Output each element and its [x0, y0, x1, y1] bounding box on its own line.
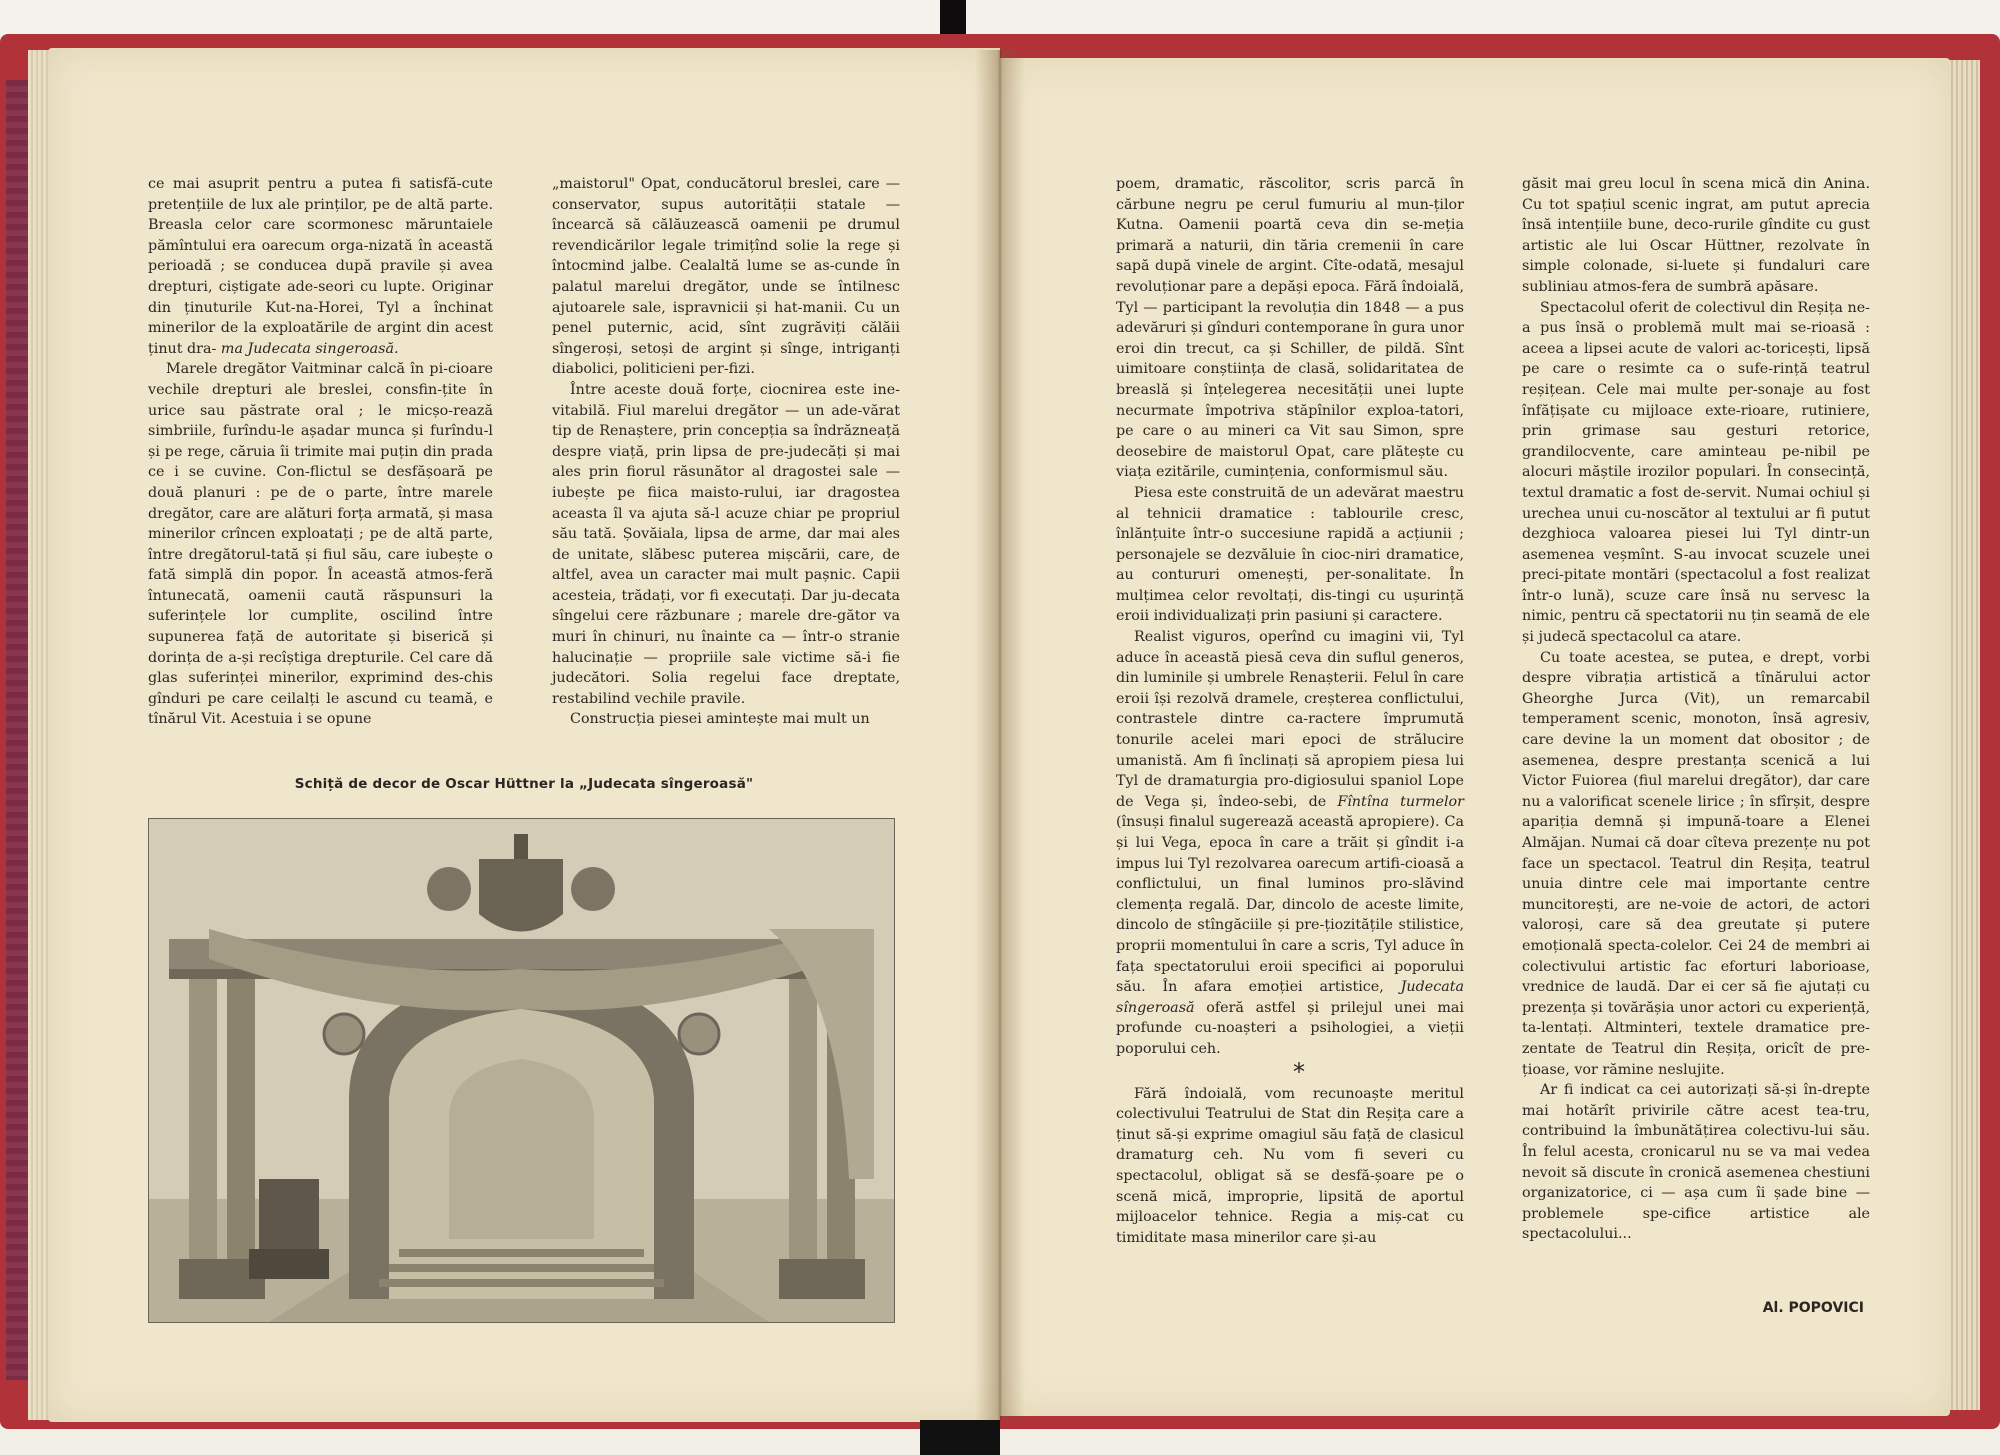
stage-decor-sketch: [148, 818, 895, 1323]
paragraph: Între aceste două forțe, ciocnirea este ine-vitabilă. Fiul marelui dregător — un ade-vărat tip de Renaștere, prin concepția sa îndrăzneață despre viață, prin lipsa de pre-judecăți și mai ales prin fiorul răsunător al dragostei sale — iubește pe fiica maisto-rului, iar dragostea aceasta îl va ajuta să-l acuze chiar pe propriul său tată. Șovăiala, lipsa de arme, dar mai ales de unitate, slăbesc puterea mișcării, care, de altfel, avea un caracter mai mult pașnic. Capii acesteia, trădați, vor fi executați. Dar ju-decata sîngelui cere răzbunare ; marele dre-gător va muri în chinuri, nu înainte ca — într-o stranie halucinație — propriile sale victime să-i fie judecători. Solia regelui face dreptate, restabilind vechile pravile.: [552, 381, 900, 707]
binder-bottom: [920, 1420, 1000, 1455]
left-page-column-1: [148, 174, 493, 730]
section-separator: *: [1293, 1057, 1305, 1086]
figure-caption: Schiță de decor de Oscar Hüttner la „Judecata sîngeroasă": [294, 776, 754, 792]
paragraph: Spectacolul oferit de colectivul din Reșița ne-a pus însă o problemă mult mai se-rioasă : aceea a lipsei acute de valori ac-toricești, lipsă pe care o resimte ca o sufe-rință teatrul reșițean. Cele mai multe per-sonaje au fost înfățișate cu mijloace exte-rioare, rutiniere, prin grimase sau gesturi retorice, grandilocvente, care aminteau pe-nibil pe alocuri măștile irozilor populari. În consecință, textul dramatic a fost de-servit. Numai ochiul și urechea unui cu-noscător al textului ar fi putut dezghioca valoarea piesei lui Tyl dintr-un asemenea veșmînt. S-au invocat scuzele unei preci-pitate montări (spectacolul a fost realizat într-o lună), scuze care însă nu servesc la nimic, pentru că spectatorii nu țin seamă de ele și judecă spectacolul ca atare.: [1522, 299, 1870, 646]
right-page-column-1: [1116, 174, 1464, 1248]
paragraph: „maistorul" Opat, conducătorul breslei, care — conservator, supus autorității statale — încearcă să călăuzească oamenii pe drumul revendicărilor legale trimițînd solie la rege și întocmind jalbe. Cealaltă lume se as-cunde în palatul marelui dregător, unde se întilnesc ajutoarele sale, ispravnicii și hat-manii. Cu un penel puternic, acid, sînt zugrăviți călăii sîngeroși, setoși de argint și sînge, intriganți diabolici, politicieni per-fizi.: [552, 176, 900, 378]
left-page-column-2: [552, 174, 900, 730]
stage-sketch-drawing: [149, 819, 894, 1322]
author-signature: Al. POPOVICI: [1762, 1300, 1864, 1316]
paragraph: Realist viguros, operînd cu imagini vii, Tyl aduce în această piesă ceva din suflul generos, din luminile și umbrele Renașterii. Felul în care eroii își rezolvă dramele, creșterea conflictului, contrastele dintre ca-ractere împrumută tonurile acelei mari epoci de strălucire umanistă. Am fi înclinați să apropiem piesa lui Tyl de dramaturgia pro-digiosului spaniol Lope de Vega și, îndeo-sebi, de Fîntîna turmelor (însuși finalul sugerează această apropiere). Ca și lui Vega, epoca în care a trăit și gîndit i-a impus lui Tyl rezolvarea oarecum artifi-cioasă a conflictului, un final luminos pro-slăvind clemența regală. Dar, dincolo de aceste limite, dincolo de stîngăciile și pre-țiozitățile stilistice, proprii momentului în care a scris, Tyl aduce în fața spectatorului eroii specifici ai poporului său. În afara emoției artistice, Judecata sîngeroasă oferă astfel și prilejul unei mai profunde cu-noașteri a psihologiei, a vieții poporului ceh.: [1116, 629, 1465, 1057]
paragraph: ce mai asuprit pentru a putea fi satisfă-cute pretențiile de lux ale prinților, pe de altă parte. Breasla celor care scormonesc măruntaiele pămîntului era oarecum orga-nizată în această perioadă ; se conducea după pravile și avea drepturi, ciștigate ade-seori cu lupte. Originar din ținuturile Kut-na-Horei, Tyl a închinat minerilor de la exploatările de argint din acest ținut dra- ma Judecata singeroasă.: [148, 176, 493, 357]
play-title: Judecata sîngeroasă: [1116, 979, 1465, 1016]
paragraph: Fără îndoială, vom recunoaște meritul colectivului Teatrului de Stat din Reșița care a ținut să-și exprime omagiul său față de clasicul dramaturg ceh. Nu vom fi severi cu spectacolul, obligat să se desfă-șoare pe o scenă mică, improprie, lipsită de aportul mijloacelor tehnice. Regia a miș-cat cu timiditate masa minerilor care și-au: [1116, 1085, 1464, 1246]
paragraph: Marele dregător Vaitminar calcă în pi-cioare vechile drepturi ale breslei, consfin-țite în urice sau păstrate oral ; le micșo-rează simbriile, furîndu-le așadar munca și furîndu-l și pe rege, căruia îi trimite mai puțin din prada ce i se cuvine. Con-flictul se desfășoară pe două planuri : pe de o parte, între marele dregător, care are alături forța armată, și masa minerilor crîncen exploatați ; pe de altă parte, între dregătorul-tată și fiul său, care iubește o fată simplă din popor. În această atmos-feră întunecată, oamenii caută răspunsuri la suferințele lor cumplite, oscilind între supunerea față de autoritate și biserică și dorința de a-și recîștiga drepturile. Cel care dă glas suferinței minerilor, exprimind des-chis gînduri pe care ceilalți le ascund cu teamă, e tînărul Vit. Acestuia i se opune: [148, 361, 493, 728]
play-title: ma Judecata singeroasă.: [220, 340, 399, 357]
paragraph: poem, dramatic, răscolitor, scris parcă în cărbune negru pe cerul fumuriu al mun-ților Kutna. Oamenii poartă ceva din se-meția primară a naturii, din tăria cremenii în care sapă după vinele de argint. Cîte-odată, mesajul revoluționar pare a depăși epoca. Fără îndoială, Tyl — participant la revoluția din 1848 — a pus adevăruri și gînduri contemporane în gura unor eroi din trecut, ca și Schiller, de pildă. Sînt uimitoare conștiința de clasă, solidaritatea de breaslă și înțelegerea necesității unei lupte necurmate împotriva stăpînilor exploa-tatori, pe care o au mineri ca Vit sau Simon, spre deosebire de maistorul Opat, care plătește cu viața ezitările, cumințenia, conformismul său.: [1116, 176, 1464, 481]
right-page-column-2: [1522, 174, 1870, 1245]
paragraph: Piesa este construită de un adevărat maestru al tehnicii dramatice : tablourile cresc, înlănțuite într-o succesiune rapidă a acțiunii ; personajele se dezvăluie în cioc-niri dramatice, au contururi omenești, per-sonalitate. În mulțimea celor revoltați, dis-tingi cu ușurință eroii individualizați prin pasiuni și caractere.: [1116, 484, 1464, 625]
paragraph: găsit mai greu locul în scena mică din Anina. Cu tot spațiul scenic ingrat, am putut aprecia însă intențiile bune, deco-rurile gîndite cu gust artistic ale lui Oscar Hüttner, rezolvate în simple colonade, si-luete și fundaluri care subliniau atmos-fera de sumbră apăsare.: [1522, 176, 1870, 295]
paragraph: Construcția piesei amintește mai mult un: [570, 711, 870, 728]
book-gutter: [975, 50, 1025, 1420]
paragraph: Ar fi indicat ca cei autorizați să-și în-drepte mai hotărît privirile către acest tea-tru, contribuind la îmbunătățirea colectivu-lui său. În felul acesta, cronicarul nu se va mai vedea nevoit să discute în cronică asemenea chestiuni organizatorice, ci — așa cum îi șade bine — problemele spe-cifice artistice ale spectacolului...: [1522, 1082, 1870, 1243]
paragraph: Cu toate acestea, se putea, e drept, vorbi despre vibrația artistică a tînărului actor Gheorghe Jurca (Vit), un remarcabil temperament scenic, monoton, însă agresiv, care devine la un moment dat obositor ; de asemenea, despre prestanța scenică a lui Victor Fuiorea (fiul marelui dregător), dar care nu a valorificat scenele lirice ; în sfîrșit, despre apariția demnă și impună-toare a Elenei Almăjan. Numai că doar cîteva prezențe nu pot face un spectacol. Teatrul din Reșița, teatrul unuia dintre cele mai importante centre muncitorești, are ne-voie de actori, de actori valoroși, care să dea greutate și putere emoțională specta-colelor. Cei 24 de membri ai colectivului artistic fac eforturi laborioase, vrednice de laudă. Dar ei cer să fie ajutați cu prezența și tovărășia unor actori cu experiență, ta-lentați. Altminteri, textele dramatice pre-zentate de Teatrul din Reșița, oricît de pre-țioase, vor rămine neslujite.: [1522, 649, 1870, 1078]
page-edges-right: [1948, 60, 1980, 1410]
play-title: Fîntîna turmelor: [1337, 793, 1464, 810]
